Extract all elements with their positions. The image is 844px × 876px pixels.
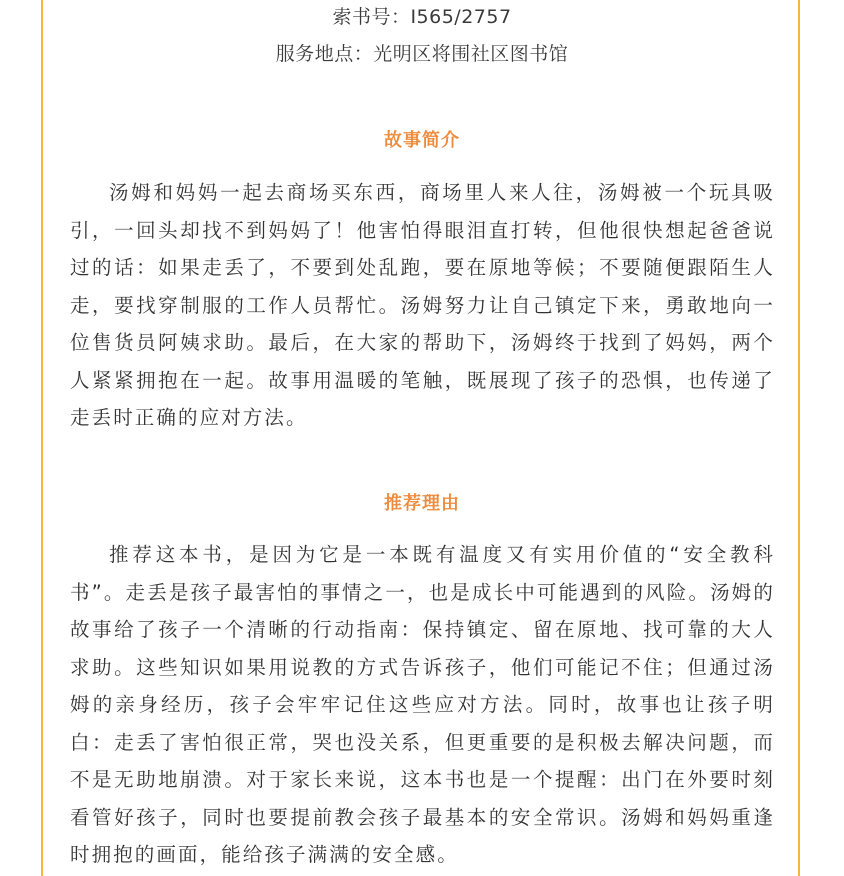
reason-body: 推荐这本书，是因为它是一本既有温度又有实用价值的“安全教科书”。走丢是孩子最害怕的事情之一，也是成长中可能遇到的风险。汤姆的故事给了孩子一个清晰的行动指南：保持镇定、留在原地、找可靠的大人求助。这些知识如果用说教的方式告诉孩子，他们可能记不住；但通过汤姆的亲身经历，孩子会牢牢记住这些应对方法。同时，故事也让孩子明白：走丢了害怕很正常，哭也没关系，但更重要的是积极去解决问题，而不是无助地崩溃。对于家长来说，这本书也是一个提醒：出门在外要时刻看管好孩子，同时也要提前教会孩子最基本的安全常识。汤姆和妈妈重逢时拥抱的画面，能给孩子满满的安全感。 — [70, 543, 775, 866]
reason-heading: 推荐理由 — [384, 493, 460, 514]
call-number: 索书号：I565/2757 — [332, 6, 512, 28]
story-heading: 故事简介 — [384, 130, 460, 151]
story-body: 汤姆和妈妈一起去商场买东西，商场里人来人往，汤姆被一个玩具吸引，一回头却找不到妈妈了！他害怕得眼泪直打转，但他很快想起爸爸说过的话：如果走丢了，不要到处乱跑，要在原地等候；不要随便跟陌生人走，要找穿制服的工作人员帮忙。汤姆努力让自己镇定下来，勇敢地向一位售货员阿姨求助。最后，在大家的帮助下，汤姆终于找到了妈妈，两个人紧紧拥抱在一起。故事用温暖的笔触，既展现了孩子的恐惧，也传递了走丢时正确的应对方法。 — [70, 181, 775, 429]
service-location: 服务地点：光明区将围社区图书馆 — [275, 43, 569, 65]
